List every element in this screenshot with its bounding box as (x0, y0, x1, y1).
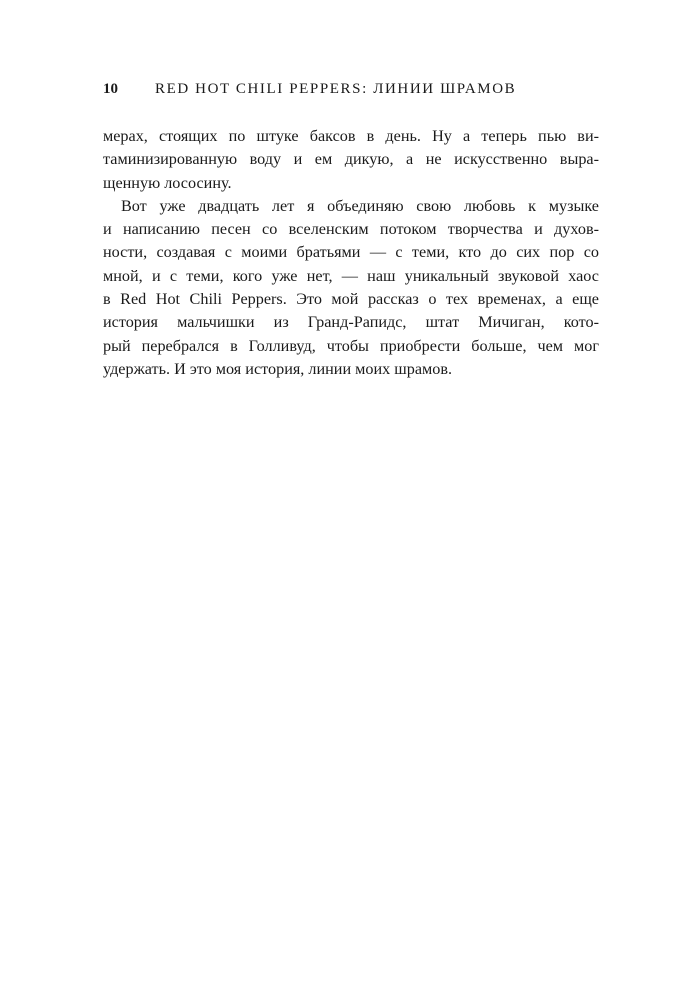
text-line: рый перебрался в Голливуд, чтобы приобрести больше, чем мог (103, 336, 599, 355)
text-line: таминизированную воду и ем дикую, а не искусственно выра- (103, 150, 599, 169)
paragraph-1 (103, 125, 599, 195)
text-line: в Red Hot Chili Peppers. Это мой рассказ о тех временах, а еще (103, 290, 599, 309)
text-line: мерах, стоящих по штуке баксов в день. Ну а теперь пью ви- (103, 127, 599, 145)
text-line: Вот уже двадцать лет я объединяю свою любовь к музыке (121, 196, 599, 215)
paragraph-2 (103, 195, 599, 381)
body-text (103, 125, 599, 381)
text-line: мной, и с теми, кого уже нет, — наш уникальный звуковой хаос (103, 266, 599, 285)
text-line: ности, создавая с моими братьями — с теми, кто до сих пор со (103, 243, 599, 262)
text-line: щенную лососину. (103, 173, 232, 192)
text-line: и написанию песен со вселенским потоком творчества и духов- (103, 220, 599, 239)
running-head (103, 78, 583, 100)
running-title: RED HOT CHILI PEPPERS: ЛИНИИ ШРАМОВ (155, 81, 517, 97)
page-number: 10 (103, 81, 118, 97)
text-line: удержать. И это моя история, линии моих шрамов. (103, 359, 453, 378)
text-line: история мальчишки из Гранд-Рапидс, штат Мичиган, кото- (103, 313, 599, 332)
